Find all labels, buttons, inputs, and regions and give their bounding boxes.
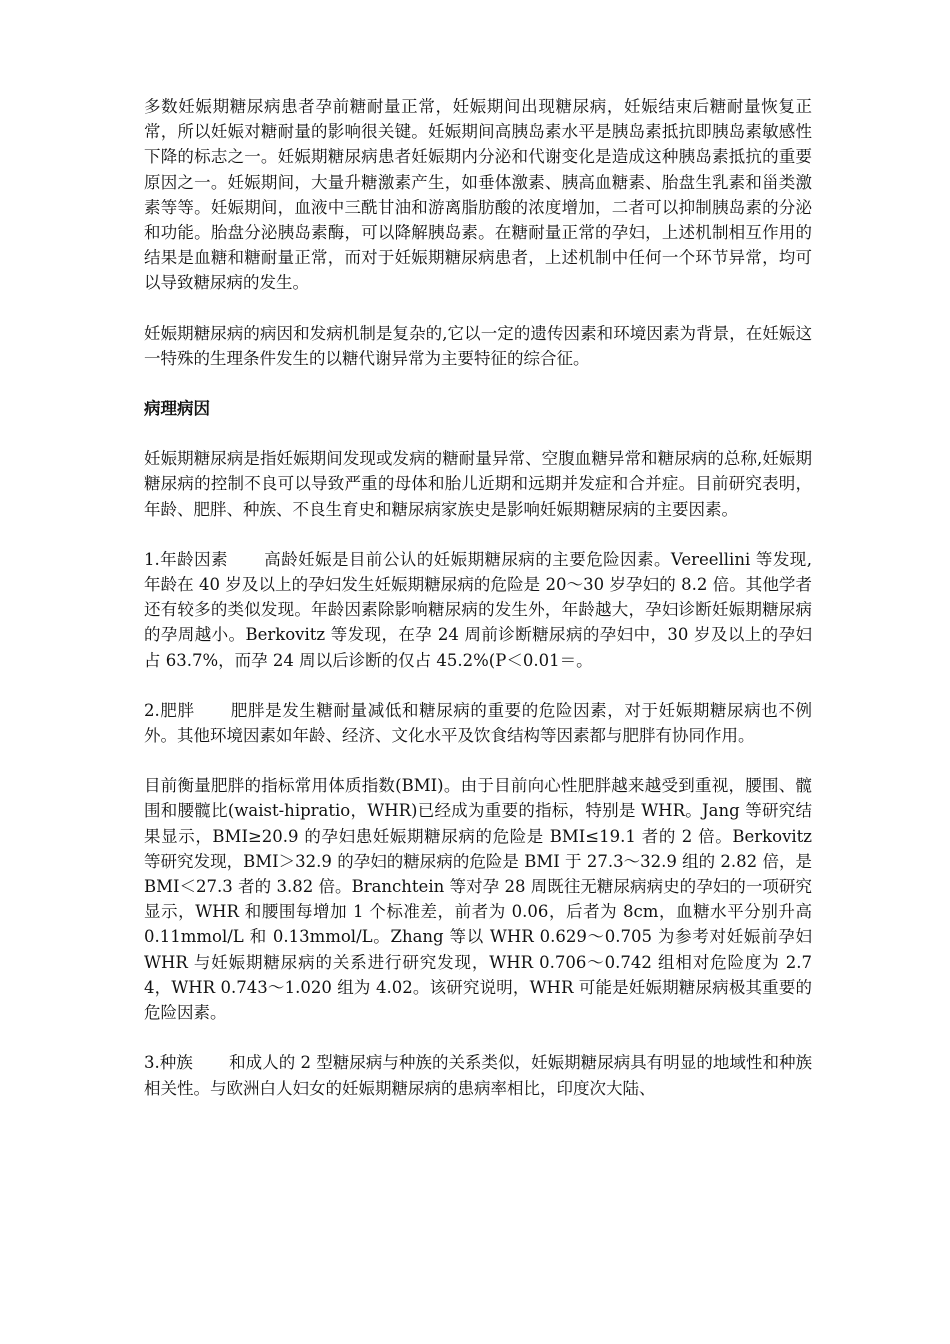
- factor-label-age: 1.年龄因素: [144, 549, 228, 569]
- factor-text-ethnicity: 和成人的 2 型糖尿病与种族的关系类似，妊娠期糖尿病具有明显的地域性和种族相关性。与欧洲白人妇女的妊娠期糖尿病的患病率相比，印度次大陆、: [144, 1053, 812, 1098]
- paragraph-age-factor: [144, 547, 812, 673]
- paragraph-etiology-summary: 妊娠期糖尿病的病因和发病机制是复杂的,它以一定的遗传因素和环境因素为背景，在妊娠这一特殊的生理条件发生的以糖代谢异常为主要特征的综合征。: [144, 323, 812, 368]
- factor-label-ethnicity: 3.种族: [144, 1053, 193, 1073]
- factor-text-obesity: 肥胖是发生糖耐量减低和糖尿病的重要的危险因素，对于妊娠期糖尿病也不例外。其他环境因素如年龄、经济、文化水平及饮食结构等因素都与肥胖有协同作用。: [144, 700, 812, 746]
- factor-text-age: 高龄妊娠是目前公认的妊娠期糖尿病的主要危险因素。Vereellini 等发现,年龄在 40 岁及以上的孕妇发生妊娠期糖尿病的危险是 20～30 岁孕妇的 8.2 倍。其他学者还有较多的类似发现。年龄因素除影响糖尿病的发生外，年龄越大，孕妇诊断妊娠期糖尿病的孕周越小。Berkovitz 等发现，在孕 24 周前诊断糖尿病的孕妇中，30 岁及以上的孕妇占 63.7%，而孕 24 周以后诊断的仅占 45.2%(P＜0.01＝。: [144, 549, 812, 670]
- paragraph-ethnicity-factor: [144, 1050, 812, 1100]
- document-page: [144, 94, 812, 1126]
- factor-label-obesity: 2.肥胖: [144, 700, 195, 720]
- paragraph-pathogenesis: 多数妊娠期糖尿病患者孕前糖耐量正常，妊娠期间出现糖尿病，妊娠结束后糖耐量恢复正常，所以妊娠对糖耐量的影响很关键。妊娠期间高胰岛素水平是胰岛素抵抗即胰岛素敏感性下降的标志之一。妊娠期糖尿病患者妊娠期内分泌和代谢变化是造成这种胰岛素抵抗的重要原因之一。妊娠期间，大量升糖激素产生，如垂体激素、胰高血糖素、胎盘生乳素和甾类激素等等。妊娠期间，血液中三酰甘油和游离脂肪酸的浓度增加，二者可以抑制胰岛素的分泌和功能。胎盘分泌胰岛素酶，可以降解胰岛素。在糖耐量正常的孕妇，上述机制相互作用的结果是血糖和糖耐量正常，而对于妊娠期糖尿病患者，上述机制中任何一个环节异常，均可以导致糖尿病的发生。: [144, 97, 812, 293]
- paragraph-bmi-whr: 目前衡量肥胖的指标常用体质指数(BMI)。由于目前向心性肥胖越来越受到重视，腰围、髋围和腰髋比(waist-hipratio，WHR)已经成为重要的指标，特别是 WHR。Jang 等研究结果显示，BMI≥20.9 的孕妇患妊娠期糖尿病的危险是 BMI≤19.1 者的 2 倍。Berkovitz 等研究发现，BMI＞32.9 的孕妇的糖尿病的危险是 BMI 于 27.3～32.9 组的 2.82 倍，是 BMI＜27.3 者的 3.82 倍。Branchtein 等对孕 28 周既往无糖尿病病史的孕妇的一项研究显示，WHR 和腰围每增加 1 个标准差，前者为 0.06，后者为 8cm，血糖水平分别升高 0.11mmol/L 和 0.13mmol/L。Zhang 等以 WHR 0.629～0.705 为参考对妊娠前孕妇 WHR 与妊娠期糖尿病的关系进行研究发现，WHR 0.706～0.742 组相对危险度为 2.74，WHR 0.743～1.020 组为 4.02。该研究说明，WHR 可能是妊娠期糖尿病极其重要的危险因素。: [144, 776, 812, 1023]
- paragraph-obesity-factor: [144, 698, 812, 748]
- section-heading-pathology: 病理病因: [144, 399, 210, 419]
- paragraph-definition: 妊娠期糖尿病是指妊娠期间发现或发病的糖耐量异常、空腹血糖异常和糖尿病的总称,妊娠期糖尿病的控制不良可以导致严重的母体和胎儿近期和远期并发症和合并症。目前研究表明，年龄、肥胖、种族、不良生育史和糖尿病家族史是影响妊娠期糖尿病的主要因素。: [144, 449, 812, 519]
